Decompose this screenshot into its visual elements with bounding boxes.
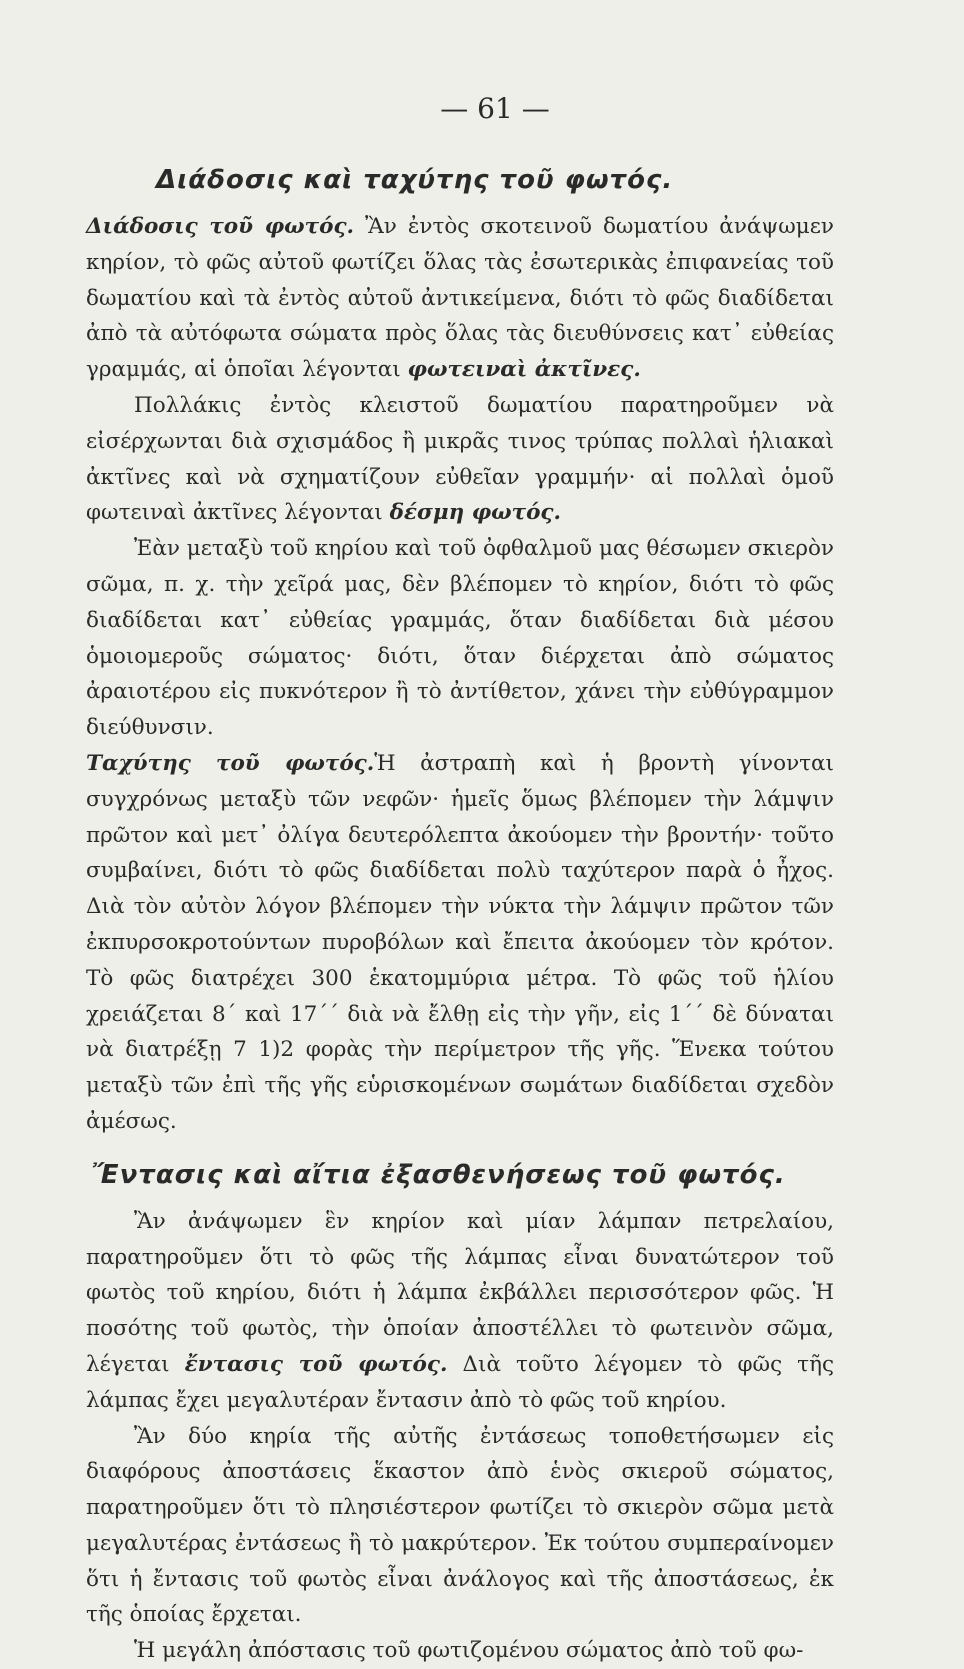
paragraph-lead: Διάδοσις τοῦ φωτός. bbox=[86, 214, 355, 239]
paragraph-text: Ἡ ἀστραπὴ καὶ ἡ βροντὴ γίνονται συγχρόνως μεταξὺ τῶν νεφῶν· ἡμεῖς ὅμως βλέπομεν τὴν λάμψιν πρῶτον καὶ μετ᾿ ὀλίγα δευτερόλεπτα ἀκούομεν τὴν βροντήν· τοῦτο συμβαίνει, διότι τὸ φῶς διαδίδεται πολὺ ταχύτερον παρὰ ὁ ἦχος. Διὰ τὸν αὐτὸν λόγον βλέπομεν τὴν νύκτα τὴν λάμψιν πρῶτον τῶν ἐκπυρσοκροτούντων πυροβόλων καὶ ἔπειτα ἀκούομεν τὸν κρότον. Τὸ φῶς διατρέχει 300 ἑκατομμύρια μέτρα. Τὸ φῶς τοῦ ἡλίου χρειάζεται 8΄ καὶ 17΄΄ διὰ νὰ ἔλθῃ εἰς τὴν γῆν, εἰς 1΄΄ δὲ δύναται νὰ διατρέξῃ 7 1)2 φορὰς τὴν περίμετρον τῆς γῆς. Ἕνεκα τούτου μεταξὺ τῶν ἐπὶ τῆς γῆς εὑρισκομένων σωμάτων διαδίδεται σχεδὸν ἀμέσως. bbox=[86, 750, 834, 1134]
paragraph-text: Ἂν ἐντὸς σκοτεινοῦ δωματίου ἀνάψωμεν κηρίον, τὸ φῶς αὐτοῦ φωτίζει ὅλας τὰς ἐσωτερικὰς ἐπιφανείας τοῦ δωματίου καὶ τὰ ἐντὸς αὐτοῦ ἀντικείμενα, διότι τὸ φῶς διαδίδεται ἀπὸ τὰ αὐτόφωτα σώματα πρὸς ὅλας τὰς διευθύνσεις κατ᾿ εὐθείας γραμμάς, αἱ ὁποῖαι λέγονται bbox=[86, 214, 834, 383]
section-heading-intensity: Ἔντασις καὶ αἴτια ἐξασθενήσεως τοῦ φωτός. bbox=[92, 1159, 786, 1190]
paragraph-text: Ἐὰν μεταξὺ τοῦ κηρίου καὶ τοῦ ὀφθαλμοῦ μας θέσωμεν σκιερὸν σῶμα, π. χ. τὴν χεῖρά μας, δὲν βλέπομεν τὸ κηρίον, διότι τὸ φῶς διαδίδεται κατ᾿ εὐθείας γραμμάς, ὅταν διαδίδεται διὰ μέσου ὁμοιομεροῦς σώματος· διότι, ὅταν διέρχεται ἀπὸ σώματος ἀραιοτέρου εἰς πυκνότερον ἢ τὸ ἀντίθετον, χάνει τὴν εὐθύγραμμον διεύθυνσιν. bbox=[86, 536, 834, 741]
paragraph-opaque-body bbox=[86, 531, 834, 746]
paragraph-text: Ἡ μεγάλη ἀπόστασις τοῦ φωτιζομένου σώματος ἀπὸ τοῦ φω- bbox=[134, 1638, 804, 1664]
paragraph-text: Ἂν δύο κηρία τῆς αὐτῆς ἐντάσεως τοποθετήσωμεν εἰς διαφόρους ἀποστάσεις ἕκαστον ἀπὸ ἑνὸς σκιεροῦ σώματος, παρατηροῦμεν ὅτι τὸ πλησιέστερον φωτίζει τὸ σκιερὸν σῶμα μετὰ μεγαλυτέρας ἐντάσεως ἢ τὸ μακρύτερον. Ἐκ τούτου συμπεραίνομεν ὅτι ἡ ἔντασις τοῦ φωτὸς εἶναι ἀνάλογος καὶ τῆς ἀποστάσεως, ἐκ τῆς ὁποίας ἔρχεται. bbox=[86, 1423, 834, 1628]
paragraph-speed bbox=[86, 746, 834, 1140]
paragraph-intensity bbox=[86, 1204, 834, 1419]
paragraph-lead: Ταχύτης τοῦ φωτός. bbox=[86, 750, 375, 776]
paragraph-text: Ἂν ἀνάψωμεν ἓν κηρίον καὶ μίαν λάμπαν πετρελαίου, παρατηροῦμεν ὅτι τὸ φῶς τῆς λάμπας εἶναι δυνατώτερον τοῦ φωτὸς τοῦ κηρίου, διότι ἡ λάμπα ἐκβάλλει περισσότερον φῶς. Ἡ ποσότης τοῦ φωτὸς, τὴν ὁποίαν ἀποστέλλει τὸ φωτεινὸν σῶμα, λέγεται bbox=[86, 1208, 834, 1377]
paragraph-large-distance bbox=[86, 1633, 834, 1669]
section-heading-propagation: Διάδοσις καὶ ταχύτης τοῦ φωτός. bbox=[156, 165, 674, 195]
paragraph-light-beam bbox=[86, 388, 834, 531]
paragraph-text-continued: Διὰ τοῦτο λέγομεν τὸ φῶς τῆς λάμπας ἔχει μεγαλυτέραν ἔντασιν ἀπὸ τὸ φῶς τοῦ κηρίου. bbox=[86, 1351, 834, 1413]
term-intensity: ἔντασις τοῦ φωτός. bbox=[184, 1351, 448, 1377]
term-light-beam: δέσμη φωτός. bbox=[389, 500, 562, 526]
paragraph-text: Πολλάκις ἐντὸς κλειστοῦ δωματίου παρατηροῦμεν νὰ εἰσέρχωνται διὰ σχισμάδος ἢ μικρᾶς τινος τρύπας πολλαὶ ἡλιακαὶ ἀκτῖνες καὶ νὰ σχηματίζουν εὐθεῖαν γραμμήν· αἱ πολλαὶ ὁμοῦ φωτειναὶ ἀκτῖνες λέγονται bbox=[86, 392, 834, 526]
page-number: — 61 — bbox=[440, 92, 550, 125]
paragraph-propagation bbox=[86, 209, 834, 388]
term-light-rays: φωτειναὶ ἀκτῖνες. bbox=[407, 357, 641, 383]
paragraph-distance bbox=[86, 1419, 834, 1634]
